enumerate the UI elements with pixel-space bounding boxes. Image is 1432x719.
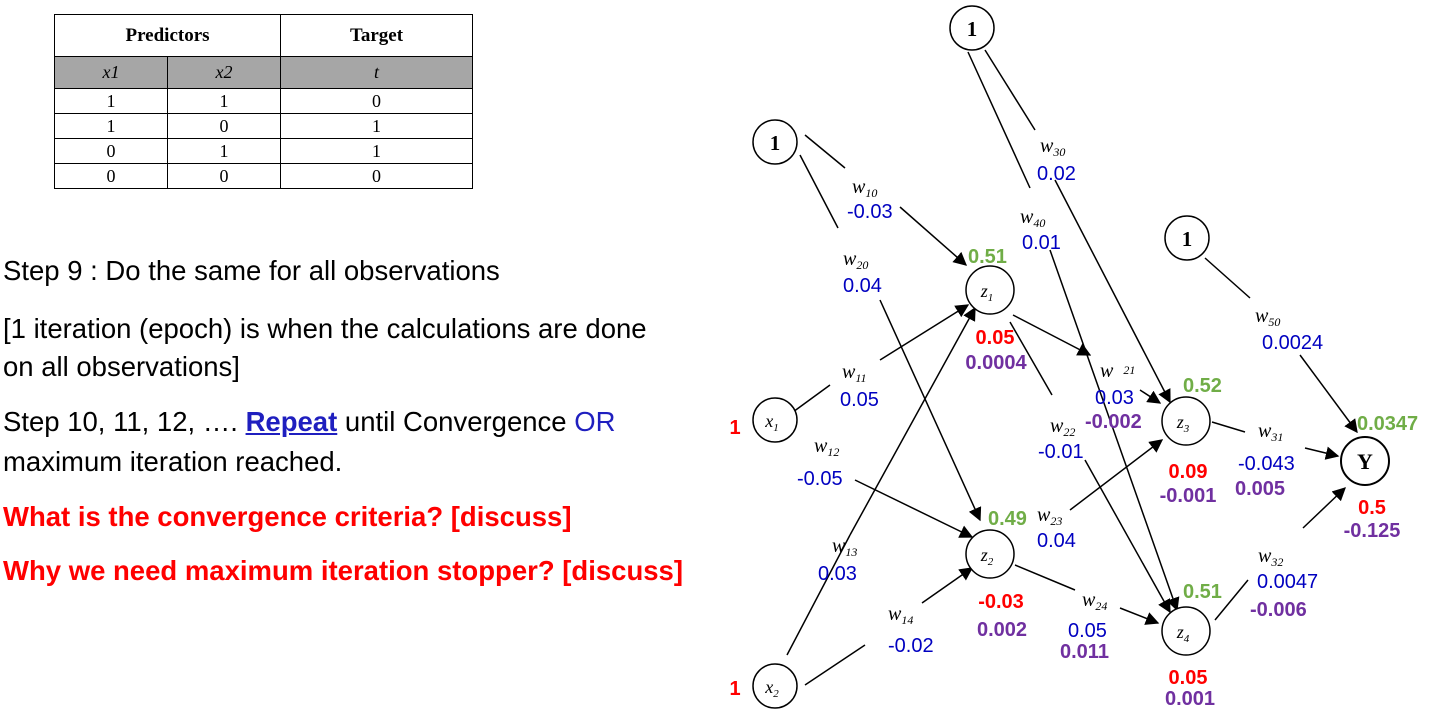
w32-value: 0.0047 <box>1257 571 1319 593</box>
table-cell: 1 <box>281 139 473 164</box>
w23-value: 0.04 <box>1037 530 1076 552</box>
w24-value: 0.05 <box>1068 620 1107 642</box>
w50-name: $w_{50}$ <box>1255 305 1281 329</box>
table-cell: 0 <box>281 164 473 189</box>
node-bias-top <box>950 6 994 50</box>
node-x2 <box>753 664 797 708</box>
edge-w14-end <box>922 568 972 603</box>
iteration-note-line2: on all observations] <box>3 351 240 382</box>
target-header: Target <box>281 15 473 57</box>
z1-sub: 1 <box>987 292 994 304</box>
edge-w11-end <box>880 305 968 360</box>
step10-mid: until Convergence <box>337 406 575 437</box>
x1-subheader: x1 <box>55 57 168 89</box>
table-cell: 1 <box>168 89 281 114</box>
w14-name: $w_{14}$ <box>888 603 914 627</box>
w31-name: $w_{31}$ <box>1258 420 1284 444</box>
w12-name: $w_{12}$ <box>814 435 840 459</box>
z3-delta: 0.09 <box>1168 461 1208 483</box>
edge-w13-end <box>850 308 975 535</box>
z1-label: z <box>980 281 988 301</box>
z1-update: 0.0004 <box>965 352 1027 374</box>
z4-output: 0.51 <box>1183 581 1222 603</box>
bias-label: 1 <box>1181 227 1193 251</box>
edge-w50-start <box>1205 258 1250 298</box>
w11-name: $w_{11}$ <box>842 361 867 385</box>
z4-delta: 0.05 <box>1168 667 1208 689</box>
edge-w22-end <box>1085 460 1170 612</box>
y-output: 0.0347 <box>1357 413 1419 435</box>
z1-delta: 0.05 <box>975 327 1015 349</box>
node-z4 <box>1162 607 1210 655</box>
w31-value: -0.043 <box>1238 453 1295 475</box>
node-z3 <box>1162 397 1210 445</box>
w21-update: -0.002 <box>1085 411 1142 433</box>
or-text: OR <box>574 406 616 437</box>
x2-input-value: 1 <box>729 678 741 700</box>
w21-value: 0.03 <box>1095 387 1134 409</box>
table-cell: 0 <box>168 114 281 139</box>
z3-label: z <box>1176 412 1184 432</box>
w14-value: -0.02 <box>888 635 934 657</box>
edge-w12 <box>855 480 972 537</box>
z1-output: 0.51 <box>968 246 1007 268</box>
z2-label: z <box>980 545 988 565</box>
question-convergence: What is the convergence criteria? [discuss] <box>3 501 572 532</box>
table-cell: 1 <box>168 139 281 164</box>
w24-name: $w_{24}$ <box>1082 589 1108 613</box>
w30-name: $w_{30}$ <box>1040 135 1066 159</box>
edge-w10-end <box>900 207 966 265</box>
step10-prefix: Step 10, 11, 12, …. <box>3 406 246 437</box>
x2-sub: 2 <box>773 688 779 700</box>
y-label: Y <box>1357 449 1373 474</box>
edge-w30-start <box>985 50 1035 130</box>
edge-w14-start <box>805 645 865 685</box>
y-delta: 0.5 <box>1358 497 1386 519</box>
w40-value: 0.01 <box>1022 232 1061 254</box>
z4-sub: 4 <box>1183 633 1190 645</box>
edge-w10-start <box>805 135 845 168</box>
edge-w21-end <box>1140 390 1160 403</box>
z2-delta: -0.03 <box>978 591 1024 613</box>
table-cell: 0 <box>281 89 473 114</box>
x2-subheader: x2 <box>168 57 281 89</box>
edge-w50-end <box>1300 355 1357 432</box>
edge-w11-start <box>793 385 830 412</box>
z2-update: 0.002 <box>976 619 1028 641</box>
x1-label: x <box>765 411 774 431</box>
table-cell: 1 <box>55 114 168 139</box>
w32-name: $w_{32}$ <box>1258 545 1284 569</box>
weight-values <box>797 163 1323 657</box>
table-cell: 0 <box>55 139 168 164</box>
w40-name: $w_{40}$ <box>1020 206 1046 230</box>
x1-sub: 1 <box>773 422 779 434</box>
z3-sub: 3 <box>1183 423 1190 435</box>
w21-name: w 21 <box>1100 360 1136 382</box>
t-subheader: t <box>281 57 473 89</box>
w13-value: 0.03 <box>818 563 857 585</box>
edge-w23 <box>1070 440 1162 510</box>
z2-sub: 2 <box>987 556 994 568</box>
node-z1 <box>966 266 1014 314</box>
w30-value: 0.02 <box>1037 163 1076 185</box>
question-max-iteration: Why we need maximum iteration stopper? [discuss] <box>3 555 683 586</box>
z4-update: 0.001 <box>1164 688 1216 710</box>
w24-update: 0.011 <box>1060 641 1109 663</box>
w13-name: $w_{13}$ <box>832 535 858 559</box>
repeat-link[interactable]: Repeat <box>245 406 338 437</box>
w31-update: 0.005 <box>1235 478 1286 500</box>
edge-w24-start <box>1015 565 1075 590</box>
z3-update: -0.001 <box>1159 485 1217 507</box>
z2-output: 0.49 <box>988 508 1027 530</box>
edge-w20-start <box>800 155 838 228</box>
node-bias-1 <box>753 120 797 164</box>
edge-w32-end <box>1303 488 1345 528</box>
w23-name: $w_{23}$ <box>1037 504 1063 528</box>
w22-value: -0.01 <box>1038 441 1084 463</box>
w32-update: -0.006 <box>1250 599 1307 621</box>
step9-text: Step 9 : Do the same for all observations <box>3 255 500 286</box>
y-update: -0.125 <box>1343 520 1401 542</box>
node-y <box>1341 437 1389 485</box>
edge-w20-end <box>880 300 980 520</box>
w20-name: $w_{20}$ <box>843 248 869 272</box>
table-cell: 1 <box>281 114 473 139</box>
edge-w21-start <box>1013 315 1090 355</box>
w50-value: 0.0024 <box>1262 332 1324 354</box>
w10-name: $w_{10}$ <box>852 176 878 200</box>
table-cell: 0 <box>55 164 168 189</box>
edge-w31-end <box>1305 448 1338 456</box>
w11-value: 0.05 <box>840 389 879 411</box>
w12-value: -0.05 <box>797 468 843 490</box>
table-cell: 1 <box>55 89 168 114</box>
w20-value: 0.04 <box>843 275 882 297</box>
node-x1 <box>753 398 797 442</box>
z3-output: 0.52 <box>1183 375 1222 397</box>
bias-label: 1 <box>966 17 978 41</box>
predictors-header: Predictors <box>55 15 281 57</box>
w10-value: -0.03 <box>847 201 893 223</box>
iteration-note-line1: [1 iteration (epoch) is when the calculations are done <box>3 313 647 344</box>
w22-name: $w_{22}$ <box>1050 415 1076 439</box>
table-cell: 0 <box>168 164 281 189</box>
node-bias-output <box>1165 216 1209 260</box>
node-z2 <box>966 530 1014 578</box>
x1-input-value: 1 <box>729 417 741 439</box>
edge-w24-end <box>1120 608 1158 623</box>
bias-label: 1 <box>769 131 781 155</box>
z4-label: z <box>1176 622 1184 642</box>
step10-line2: maximum iteration reached. <box>3 446 343 477</box>
x2-label: x <box>765 677 774 697</box>
edge-w31-start <box>1212 422 1245 432</box>
